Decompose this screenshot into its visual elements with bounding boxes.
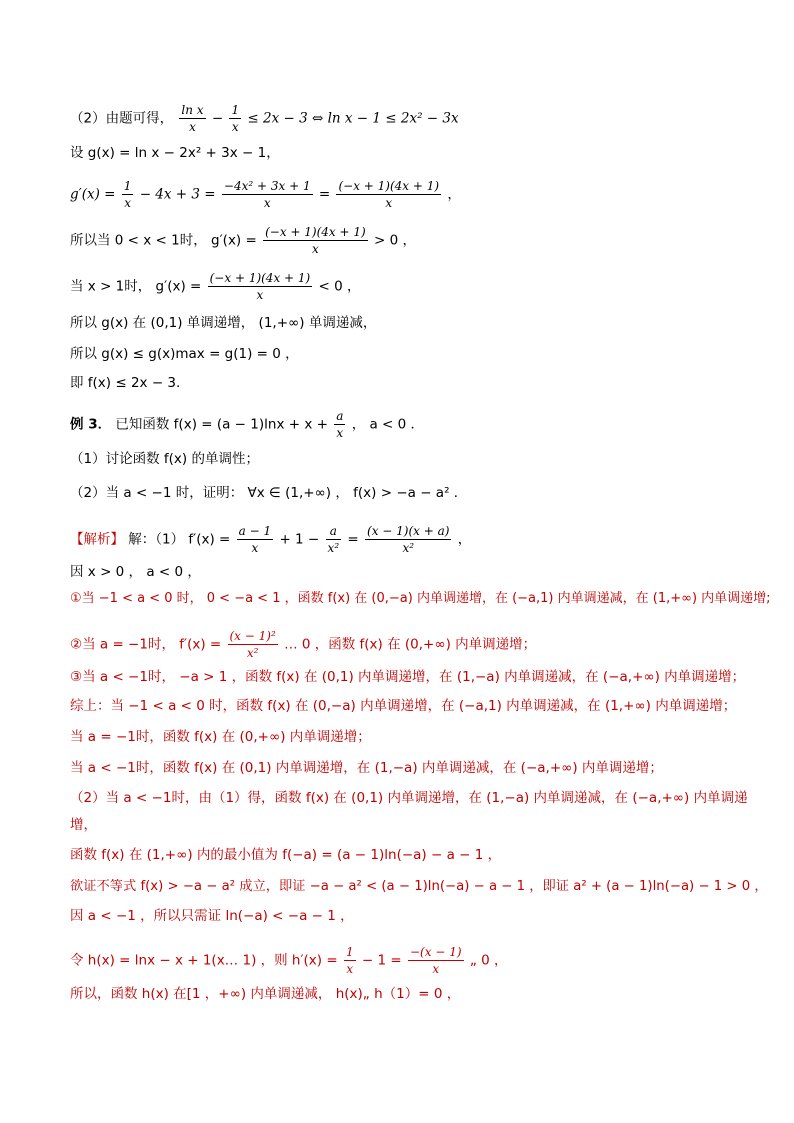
case-2 <box>70 628 536 661</box>
min-value-line: 函数 f(x) 在 (1,+∞) 内的最小值为 f(−a) = (a − 1)ln(−a) − a − 1 ， <box>70 847 502 863</box>
numerator: a <box>336 409 344 423</box>
numerator: (−x + 1)(4x + 1) <box>338 179 440 193</box>
fraction-a-minus-1-over-x <box>237 523 273 556</box>
fraction-neg-x-minus-1 <box>408 944 464 977</box>
comma: ， <box>457 531 472 548</box>
line-8: 即 f(x) ≤ 2x − 3. <box>70 375 181 391</box>
numerator: (x − 1)(x + a) <box>367 524 450 538</box>
line-3 <box>70 178 461 211</box>
example-3-heading <box>70 408 424 441</box>
h-function-prefix: 令 h(x) = lnx − x + 1(x… 1) ，则 h′(x) = <box>70 952 338 969</box>
line-1-prefix: （2）由题可得， <box>70 110 174 127</box>
numerator: (−x + 1)(4x + 1) <box>265 225 366 239</box>
line-4-suffix: > 0 ， <box>374 232 416 249</box>
fraction-factored <box>336 178 441 211</box>
equals-sign: = <box>318 186 331 203</box>
numerator: 1 <box>231 103 240 117</box>
equals-sign: = <box>347 531 359 548</box>
denominator: x <box>256 288 264 302</box>
fraction-1-over-x <box>229 102 241 135</box>
fraction-a-over-x <box>334 408 345 441</box>
denominator: x <box>346 962 354 976</box>
fraction-factored <box>263 224 368 257</box>
analysis-tag: 【解析】 <box>70 531 124 548</box>
denominator: x² <box>246 646 259 660</box>
line-6: 所以 g(x) 在 (0,1) 单调递增， (1,+∞) 单调递减， <box>70 315 377 331</box>
line-10: （1）讨论函数 f(x) 的单调性； <box>70 451 259 467</box>
case-3: ③当 a < −1时， −a > 1 ，函数 f(x) 在 (0,1) 内单调递增，在 (1,−a) 内单调递减，在 (−a,+∞) 内单调递增； <box>70 669 746 685</box>
line-13: 因 x > 0 ， a < 0 ， <box>70 564 201 580</box>
need-prove-line: 因 a < −1 ，所以只需证 ln(−a) < −a − 1 ， <box>70 908 354 924</box>
h-function-suffix: „ 0 ， <box>469 952 508 969</box>
derivative-label: g′(x) = <box>70 186 116 203</box>
numerator: 1 <box>345 945 354 959</box>
fraction-x-minus-1-squared <box>228 628 278 661</box>
example-condition: ， a < 0 ． <box>351 416 425 433</box>
numerator: (−x + 1)(4x + 1) <box>209 271 311 285</box>
middle-terms: − 4x + 3 = <box>139 186 216 203</box>
denominator: x <box>251 541 259 555</box>
fraction-lnx-over-x <box>179 102 205 135</box>
line-11: （2）当 a < −1 时，证明： ∀x ∈ (1,+∞) ， f(x) > −a − a² ． <box>70 485 468 501</box>
denominator: x <box>385 196 393 210</box>
numerator: −4x² + 3x + 1 <box>223 179 311 193</box>
numerator: ln x <box>181 103 204 117</box>
fraction-1-over-x <box>344 944 356 977</box>
denominator: x <box>312 242 319 256</box>
denominator: x <box>432 962 440 976</box>
denominator: x <box>231 120 239 134</box>
numerator: a − 1 <box>238 524 272 538</box>
part-2-line-1: （2）当 a < −1时，由（1）得，函数 f(x) 在 (0,1) 内单调递增，在 (1,−a) 内单调递减，在 (−a,+∞) 内单调递 <box>70 790 748 806</box>
summary-line-1: 综上：当 −1 < a < 0 时，函数 f(x) 在 (0,−a) 内单调递增，在 (−a,1) 内单调递减，在 (1,+∞) 内单调递增； <box>70 698 737 714</box>
part-2-line-2: 增， <box>70 817 97 833</box>
fraction-factored <box>208 270 313 303</box>
summary-line-3: 当 a < −1时，函数 f(x) 在 (0,1) 内单调递增，在 (1,−a) 内单调递减，在 (−a,+∞) 内单调递增； <box>70 760 663 776</box>
fraction-a-over-x-squared <box>326 523 342 556</box>
denominator: x² <box>402 541 415 555</box>
inequality-line: 欲证不等式 f(x) > −a − a² 成立，即证 −a − a² < (a − 1)ln(−a) − a − 1 ，即证 a² + (a − 1)ln(−a) − 1 > 0 ， <box>70 879 768 894</box>
fraction-factored <box>365 523 451 556</box>
case-1: ①当 −1 < a < 0 时， 0 < −a < 1 ，函数 f(x) 在 (0,−a) 内单调递增，在 (−a,1) 内单调递减，在 (1,+∞) 内单调递增; <box>70 591 771 606</box>
line-1-inequality: ≤ 2x − 3 ⇔ ln x − 1 ≤ 2x² − 3x <box>247 110 459 127</box>
case-2-prefix: ②当 a = −1时， f′(x) = <box>70 636 222 653</box>
numerator: (x − 1)² <box>229 629 276 643</box>
line-4 <box>70 224 416 257</box>
denominator: x <box>336 426 344 440</box>
line-12 <box>70 523 471 556</box>
line-2: 设 g(x) = ln x − 2x² + 3x − 1， <box>70 145 280 161</box>
example-label: 例 3． <box>70 416 112 433</box>
line-4-prefix: 所以当 0 < x < 1时， g′(x) = <box>70 232 257 249</box>
case-2-suffix: … 0 ，函数 f(x) 在 (0,+∞) 内单调递增； <box>284 636 537 653</box>
line-7: 所以 g(x) ≤ g(x)max = g(1) = 0 ， <box>70 346 299 362</box>
h-function-line <box>70 944 507 977</box>
conclusion-line: 所以，函数 h(x) 在[1 ，+∞) 内单调递减， h(x)„ h（1）= 0 ， <box>70 986 461 1002</box>
summary-line-2: 当 a = −1时，函数 f(x) 在 (0,+∞) 内单调递增； <box>70 729 371 745</box>
middle-terms: − 1 = <box>361 952 402 969</box>
line-5 <box>70 270 361 303</box>
numerator: 1 <box>123 179 132 193</box>
denominator: x <box>189 120 196 134</box>
denominator: x <box>263 196 271 210</box>
fraction-quadratic <box>222 178 313 211</box>
line-1 <box>70 102 459 135</box>
line-5-prefix: 当 x > 1时， g′(x) = <box>70 278 202 295</box>
comma: ， <box>447 186 461 203</box>
middle-terms: + 1 − <box>279 531 320 548</box>
line-5-suffix: < 0 ， <box>318 278 361 295</box>
numerator: a <box>326 523 342 540</box>
fraction-1-over-x <box>122 178 134 211</box>
denominator: x <box>124 196 131 210</box>
numerator: −(x − 1) <box>410 945 462 959</box>
line-12-prefix: 解：（1） f′(x) = <box>128 531 231 548</box>
example-statement: 已知函数 f(x) = (a − 1)lnx + x + <box>115 416 328 433</box>
minus-sign: − <box>211 110 224 127</box>
denominator: x² <box>327 541 340 555</box>
